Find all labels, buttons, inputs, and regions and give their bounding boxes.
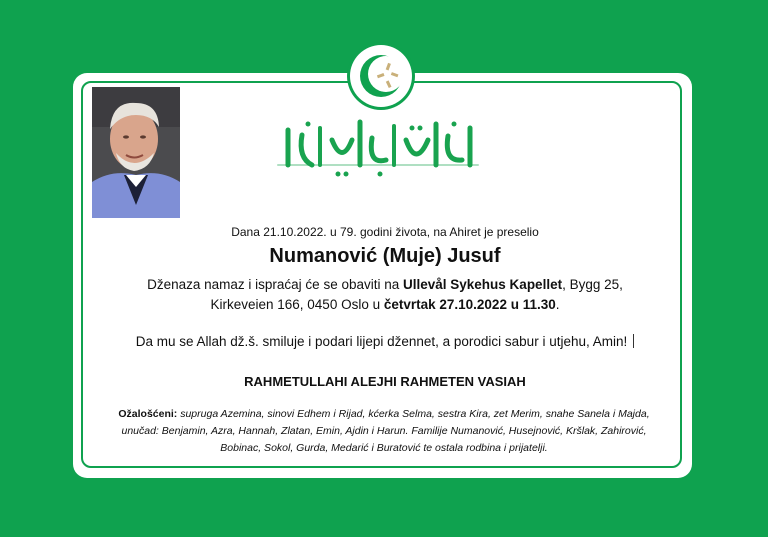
- venue-place: Ullevål Sykehus Kapellet: [403, 277, 563, 292]
- venue-suffix: , Bygg 25,: [562, 277, 623, 292]
- grieving-label: Ožalošćeni:: [118, 408, 178, 420]
- venue-prefix: Dženaza namaz i ispraćaj će se obaviti na: [147, 277, 403, 292]
- grieving-family: [104, 406, 664, 457]
- prayer-text: Da mu se Allah dž.š. smiluje i podari lijepi džennet, a porodici sabur i utjehu, Amin!: [135, 334, 628, 349]
- deceased-name: Numanović (Muje) Jusuf: [269, 245, 501, 267]
- funeral-time: četvrtak 27.10.2022 u 11.30: [383, 297, 556, 312]
- address-suffix: .: [555, 297, 560, 312]
- address-prefix: Kirkeveien 166, 0450 Oslo u: [210, 297, 384, 312]
- rahmet-line: RAHMETULLAHI ALEJHI RAHMETEN VASIAH: [244, 374, 526, 389]
- death-date-line: Dana 21.10.2022. u 79. godini života, na Ahiret je preselio: [231, 225, 539, 239]
- portrait-photo: [92, 87, 180, 218]
- prayer-line: [90, 334, 680, 349]
- arabic-calligraphy-logo: [272, 110, 487, 185]
- crescent-star-icon: [350, 45, 412, 107]
- text-cursor: [633, 334, 634, 348]
- funeral-details: [90, 275, 680, 315]
- grieving-text: supruga Azemina, sinovi Edhem i Rijad, kćerka Selma, sestra Kira, zet Merim, snahe Sanela i Majda, unučad: Benjamin, Azra, Hannah, Zlatan, Emin, Ajdin i Harun. Familije Numanović, Husejnović, Kršlak, Zahirović, Bobinac, Sokol, Gurda, Medarić i Buratović te ostala rodbina i prijatelji.: [121, 408, 650, 454]
